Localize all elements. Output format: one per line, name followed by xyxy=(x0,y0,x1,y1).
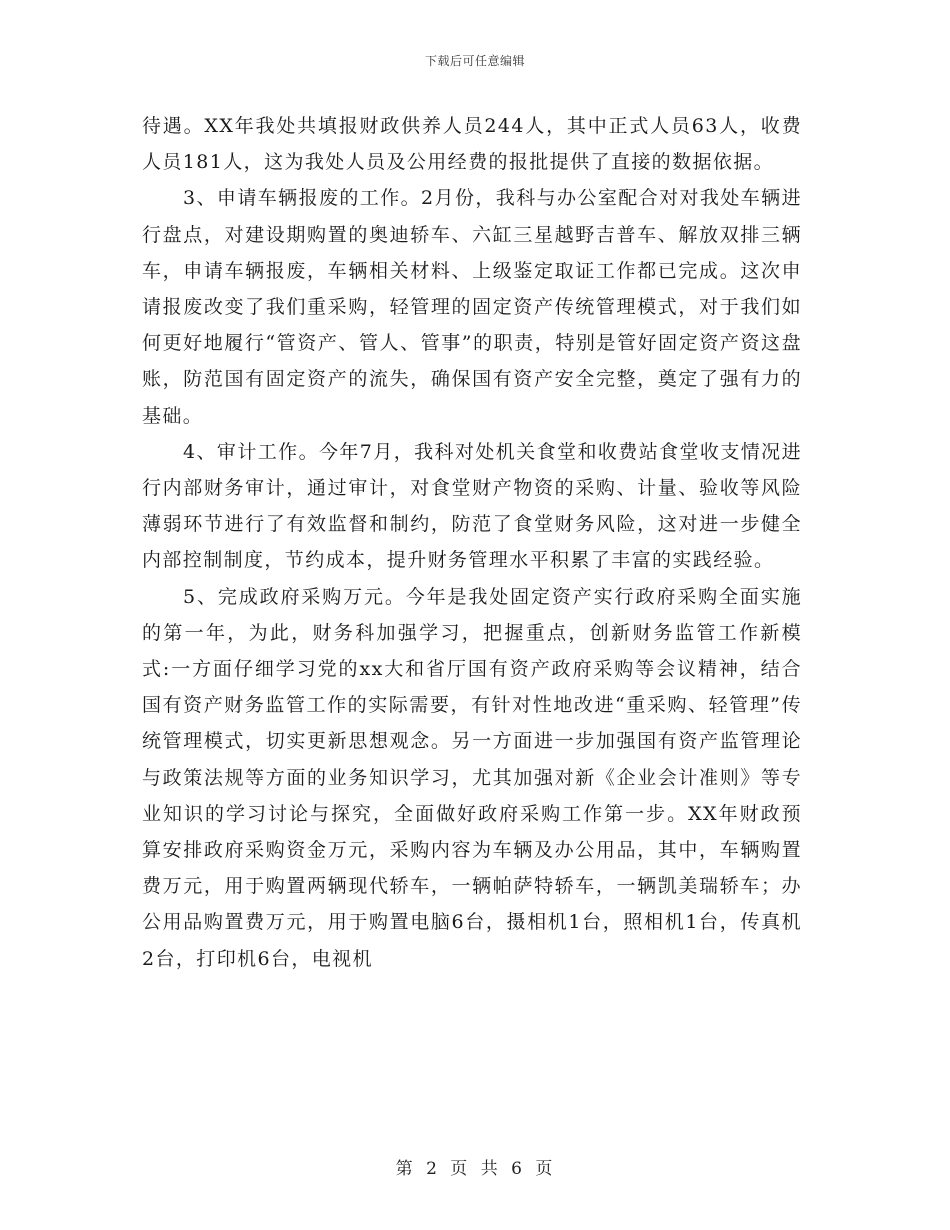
paragraph-audit: 4、审计工作。今年7月，我科对处机关食堂和收费站食堂收支情况进行内部财务审计，通过审计，对食堂财产物资的采购、计量、验收等风险薄弱环节进行了有效监督和制约，防范了食堂财务风险，这对进一步健全内部控制制度，节约成本，提升财务管理水平积累了丰富的实践经验。 xyxy=(142,440,802,572)
page-header: 下载后可任意编辑 xyxy=(424,54,525,68)
page-footer: 第 2 页 共 6 页 xyxy=(395,1159,555,1179)
paragraph-government-procurement: 5、完成政府采购万元。今年是我处固定资产实行政府采购全面实施的第一年，为此，财务科加强学习，把握重点，创新财务监管工作新模式:一方面仔细学习党的xx大和省厅国有资产政府采购等会议精神，结合国有资产财务监管工作的实际需要，有针对性地改进“重采购、轻管理”传统管理模式，切实更新思想观念。另一方面进一步加强国有资产监管理论与政策法规等方面的业务知识学习，尤其加强对新《企业会计准则》等专业知识的学习讨论与探究，全面做好政府采购工作第一步。XX年财政预算安排政府采购资金万元，采购内容为车辆及办公用品，其中，车辆购置费万元，用于购置两辆现代轿车，一辆帕萨特轿车，一辆凯美瑞轿车；办公用品购置费万元，用于购置电脑6台，摄相机1台，照相机1台，传真机2台，打印机6台，电视机 xyxy=(142,585,802,970)
paragraph-continuation: 待遇。XX年我处共填报财政供养人员244人，其中正式人员63人，收费人员181人，这为我处人员及公用经费的报批提供了直接的数据依据。 xyxy=(142,115,802,174)
document-body xyxy=(142,108,802,977)
paragraph-vehicle-scrapping: 3、申请车辆报废的工作。2月份，我科与办公室配合对对我处车辆进行盘点，对建设期购置的奥迪轿车、六缸三星越野吉普车、解放双排三辆车，申请车辆报废，车辆相关材料、上级鉴定取证工作都已完成。这次申请报废改变了我们重采购，轻管理的固定资产传统管理模式，对于我们如何更好地履行“管资产、管人、管事”的职责，特别是管好固定资产资这盘账，防范国有固定资产的流失，确保国有资产安全完整，奠定了强有力的基础。 xyxy=(142,187,802,427)
